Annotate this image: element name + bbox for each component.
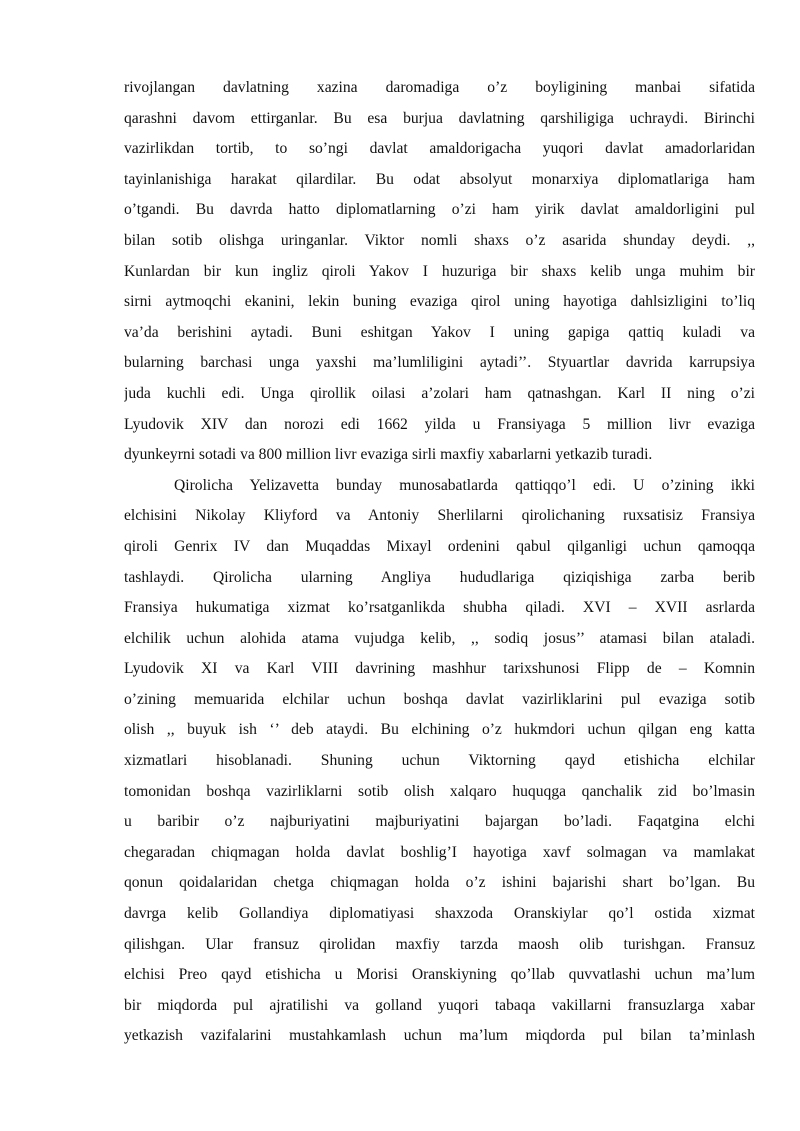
text-line: u baribir o’z najburiyatini majburiyatini bajargan bo’ladi. Faqatgina elchi xyxy=(124,813,755,831)
text-line: o’zining memuarida elchilar uchun boshqa davlat vazirliklarini pul evaziga sotib xyxy=(124,690,755,708)
text-line: yetkazish vazifalarini mustahkamlash uchun ma’lum miqdorda pul bilan ta’minlash xyxy=(124,1027,755,1045)
text-line: Lyudovik XI va Karl VIII davrining mashhur tarixshunosi Flipp de – Komnin xyxy=(124,660,755,678)
text-line: tayinlanishiga harakat qilardilar. Bu odat absolyut monarxiya diplomatlariga ham xyxy=(124,170,755,188)
text-line: rivojlangan davlatning xazina daromadiga o’z boyligining manbai sifatida xyxy=(124,79,755,96)
text-line: Lyudovik XIV dan norozi edi 1662 yilda u Fransiyaga 5 million livr evaziga xyxy=(124,415,755,433)
body-text xyxy=(124,73,755,1052)
text-line: Fransiya hukumatiga xizmat ko’rsatganlikda shubha qiladi. XVI – XVII asrlarda xyxy=(124,599,755,617)
text-line: davrga kelib Gollandiya diplomatiyasi shaxzoda Oranskiylar qo’l ostida xizmat xyxy=(124,905,755,923)
text-line: tashlaydi. Qirolicha ularning Angliya hududlariga qiziqishiga zarba berib xyxy=(124,568,755,586)
text-line: elchisi Preo qayd etishicha u Morisi Oranskiyning qo’llab quvvatlashi uchun ma’lum xyxy=(124,966,755,984)
text-line: tomonidan boshqa vazirliklarni sotib olish xalqaro huquqga qanchalik zid bo’lmasin xyxy=(124,782,755,800)
text-line: qarashni davom ettirganlar. Bu esa burjua davlatning qarshiligiga uchraydi. Birinchi xyxy=(124,109,755,127)
text-line: qiroli Genrix IV dan Muqaddas Mixayl ordenini qabul qilganligi uchun qamoqqa xyxy=(124,537,755,555)
text-line: sirni aytmoqchi ekanini, lekin buning evaziga qirol uning hayotiga dahlsizligini to’liq xyxy=(124,293,755,311)
text-line: juda kuchli edi. Unga qirollik oilasi a’zolari ham qatnashgan. Karl II ning o’zi xyxy=(124,384,755,402)
text-line: vazirlikdan tortib, to so’ngi davlat amaldorigacha yuqori davlat amadorlaridan xyxy=(124,140,755,158)
text-line: elchisini Nikolay Kliyford va Antoniy Sherlilarni qirolichaning ruxsatisiz Fransiya xyxy=(124,507,755,525)
paragraph-first-line: Qirolicha Yelizavetta bunday munosabatlarda qattiqqo’l edi. U o’zining ikki xyxy=(174,476,755,494)
text-line: xizmatlari hisoblanadi. Shuning uchun Viktorning qayd etishicha elchilar xyxy=(124,752,755,770)
text-line: elchilik uchun alohida atama vujudga kelib, ,, sodiq josus’’ atamasi bilan ataladi. xyxy=(124,629,755,647)
text-line: bularning barchasi unga yaxshi ma’lumliligini aytadi’’. Styuartlar davrida karrupsiya xyxy=(124,354,755,372)
text-line: bir miqdorda pul ajratilishi va golland yuqori tabaqa vakillarni fransuzlarga xabar xyxy=(124,996,755,1014)
text-line: o’tgandi. Bu davrda hatto diplomatlarning o’zi ham yirik davlat amaldorligini pul xyxy=(124,201,755,219)
text-line: bilan sotib olishga uringanlar. Viktor nomli shaxs o’z asarida shunday deydi. ,, xyxy=(124,231,755,249)
text-line: qonun qoidalaridan chetga chiqmagan holda o’z ishini bajarishi shart bo’lgan. Bu xyxy=(124,874,755,892)
paragraph-end-line: dyunkeyrni sotadi va 800 million livr evaziga sirli maxfiy xabarlarni yetkazib turadi. xyxy=(124,446,653,464)
text-line: qilishgan. Ular fransuz qirolidan maxfiy tarzda maosh olib turishgan. Fransuz xyxy=(124,935,755,953)
text-line: olish ,, buyuk ish ‘’ deb ataydi. Bu elchining o’z hukmdori uchun qilgan eng katta xyxy=(124,721,755,739)
text-line: chegaradan chiqmagan holda davlat boshlig’I hayotiga xavf solmagan va mamlakat xyxy=(124,843,755,861)
text-line: va’da berishini aytadi. Buni eshitgan Yakov I uning gapiga qattiq kuladi va xyxy=(124,323,755,341)
text-line: Kunlardan bir kun ingliz qiroli Yakov I huzuriga bir shaxs kelib unga muhim bir xyxy=(124,262,755,280)
